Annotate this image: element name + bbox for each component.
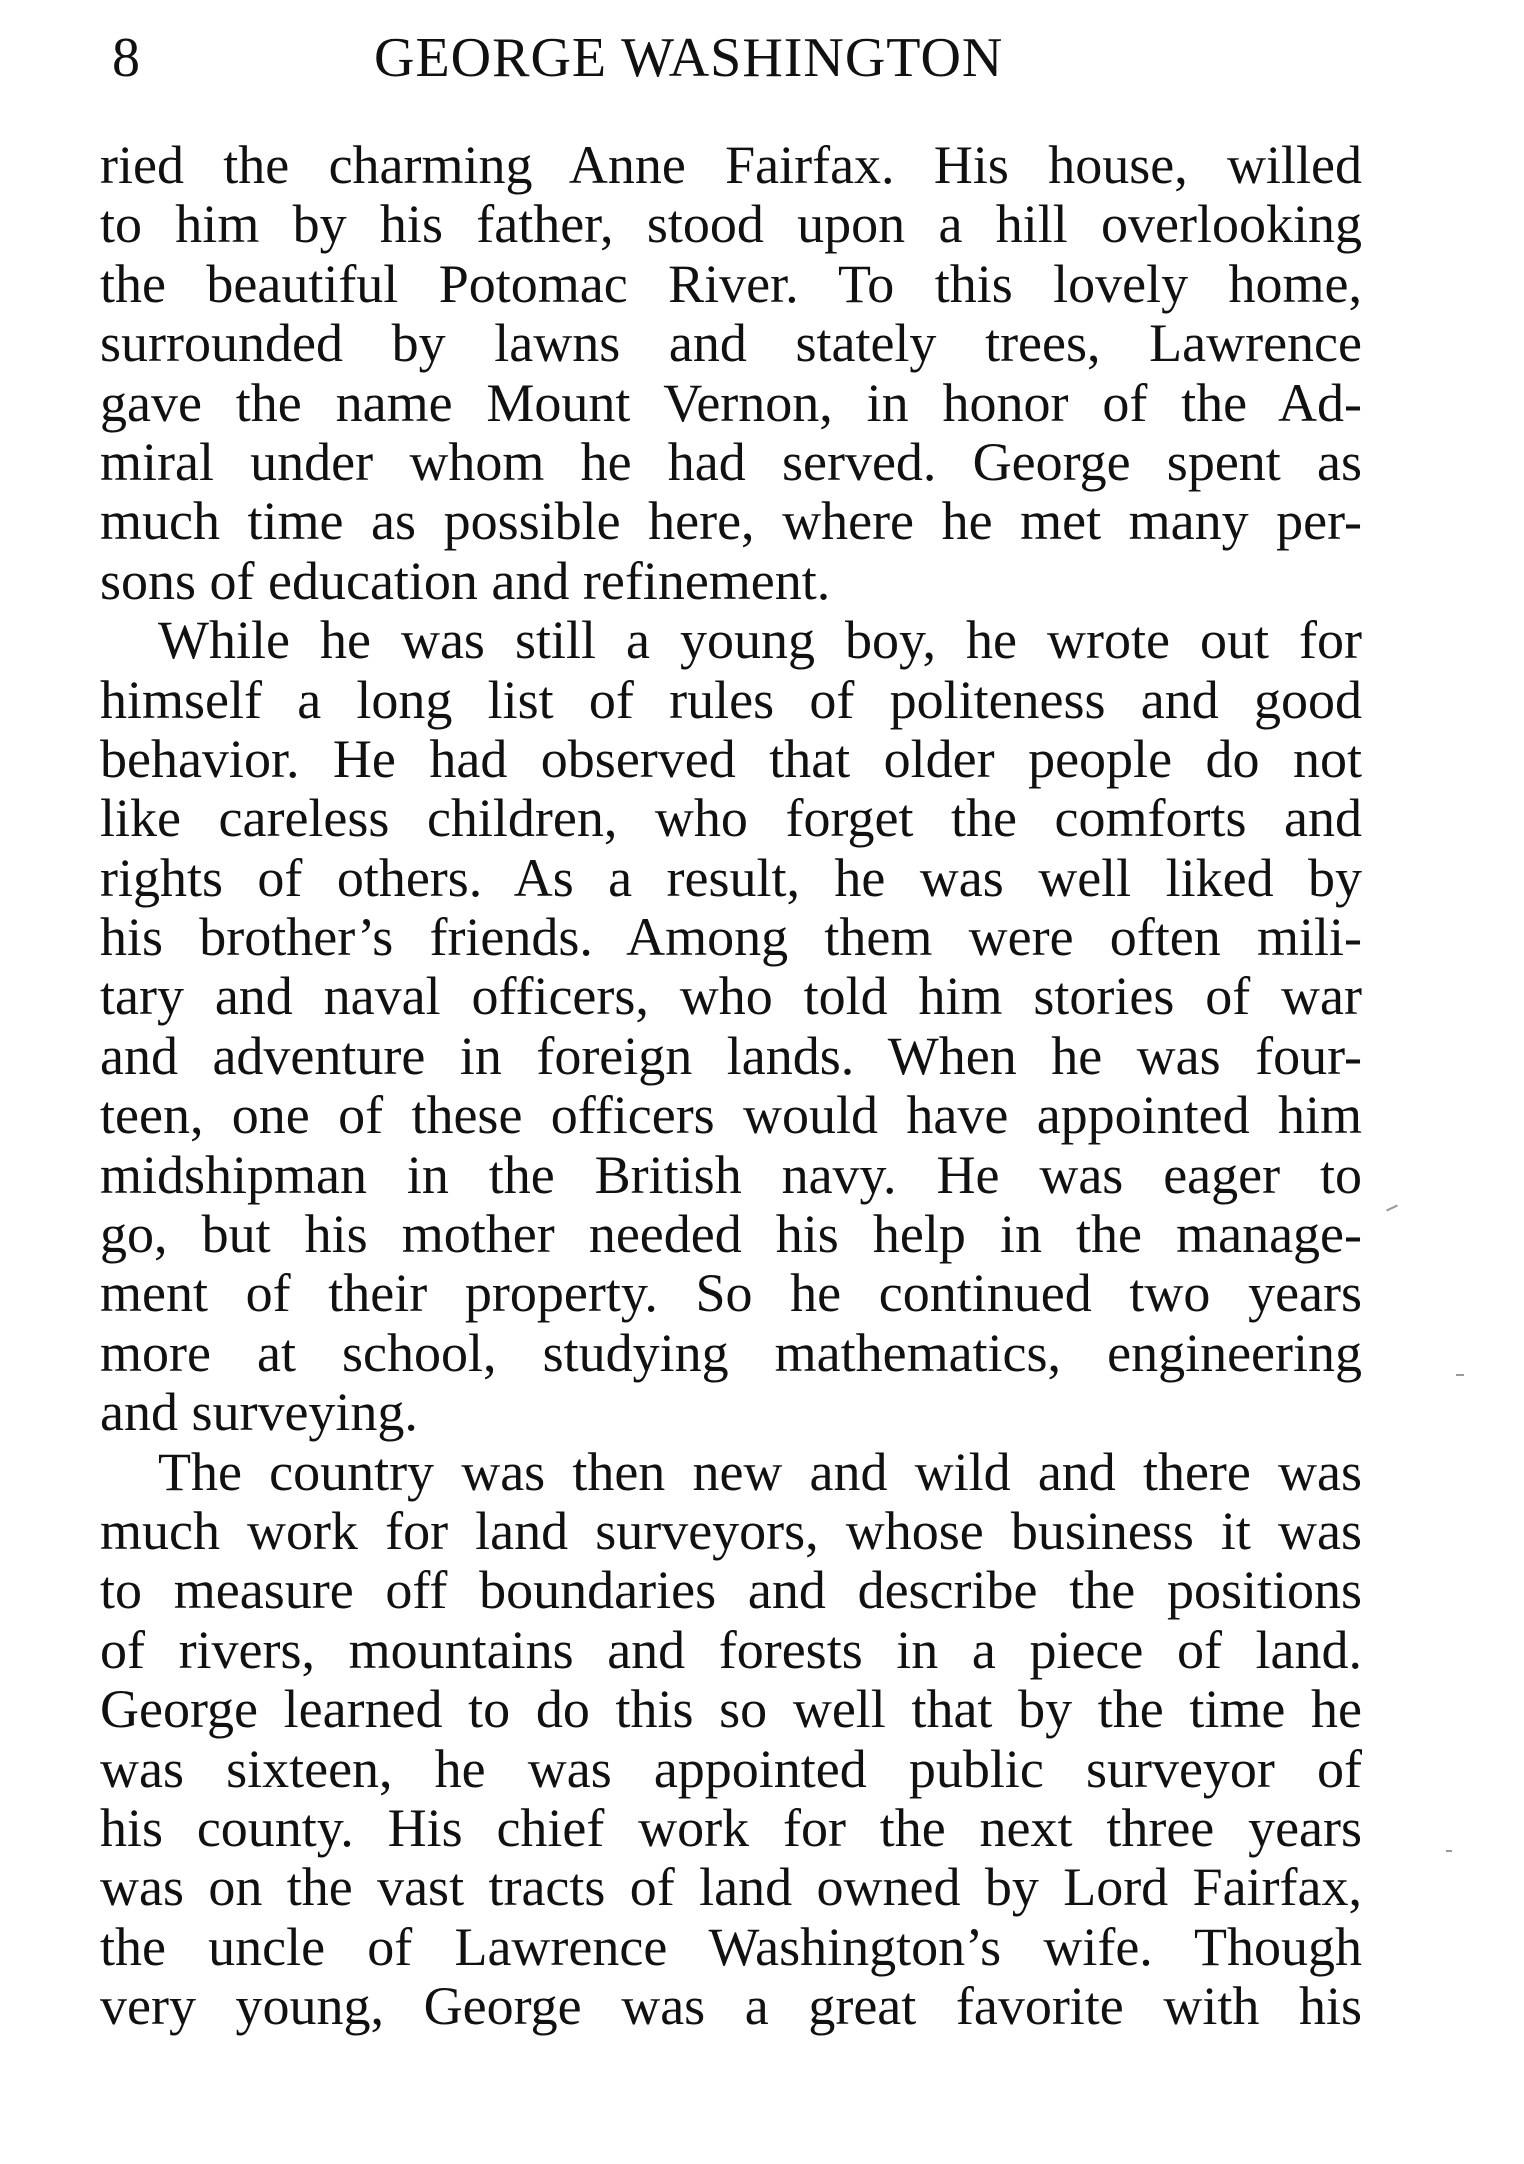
text-line: and surveying.: [100, 1382, 418, 1443]
text-line: the beautiful Potomac River. To this lovely home,: [100, 253, 1362, 314]
text-line: behavior. He had observed that older people do not: [100, 728, 1362, 789]
text-line: more at school, studying mathematics, engineering: [100, 1322, 1362, 1383]
text-line: surrounded by lawns and stately trees, Lawrence: [100, 313, 1362, 374]
scan-speck: [1456, 1374, 1464, 1376]
text-line: sons of education and refinement.: [100, 550, 831, 611]
text-line: was sixteen, he was appointed public surveyor of: [100, 1738, 1362, 1799]
text-line: his brother’s friends. Among them were often mili-: [100, 907, 1362, 968]
text-line: to measure off boundaries and describe the positions: [100, 1560, 1362, 1621]
body-text: [100, 136, 1362, 2037]
text-line: George learned to do this so well that by the time he: [100, 1679, 1362, 1740]
text-line: of rivers, mountains and forests in a piece of land.: [100, 1619, 1362, 1680]
text-line: rights of others. As a result, he was well liked by: [100, 847, 1362, 908]
text-line: ment of their property. So he continued two years: [100, 1263, 1362, 1324]
text-line: his county. His chief work for the next three years: [100, 1797, 1362, 1858]
text-line: tary and naval officers, who told him stories of war: [100, 966, 1362, 1027]
text-line: While he was still a young boy, he wrote out for: [158, 610, 1362, 671]
text-line: much work for land surveyors, whose business it was: [100, 1500, 1362, 1561]
text-line: gave the name Mount Vernon, in honor of the Ad-: [100, 372, 1362, 433]
text-line: much time as possible here, where he met many per-: [100, 491, 1362, 552]
scan-speck: [1446, 1850, 1452, 1852]
text-line: the uncle of Lawrence Washington’s wife. Though: [100, 1916, 1362, 1977]
text-line: was on the vast tracts of land owned by Lord Fairfax,: [100, 1857, 1362, 1918]
text-line: to him by his father, stood upon a hill overlooking: [100, 194, 1362, 255]
text-line: go, but his mother needed his help in the manage-: [100, 1204, 1362, 1265]
text-line: himself a long list of rules of politeness and good: [100, 669, 1362, 730]
page-number: 8: [112, 27, 141, 89]
text-line: ried the charming Anne Fairfax. His house, willed: [100, 135, 1362, 195]
paragraph-3: [100, 1443, 1362, 2037]
text-line: like careless children, who forget the comforts and: [100, 788, 1362, 849]
text-line: midshipman in the British navy. He was eager to: [100, 1144, 1362, 1205]
running-title: GEORGE WASHINGTON: [374, 27, 1004, 89]
text-line: very young, George was a great favorite with his: [100, 1976, 1362, 2037]
paragraph-1: [100, 136, 1362, 611]
paragraph-2: [100, 611, 1362, 1442]
text-line: and adventure in foreign lands. When he was four-: [100, 1025, 1362, 1086]
text-line: teen, one of these officers would have appointed him: [100, 1085, 1362, 1146]
text-line: miral under whom he had served. George spent as: [100, 431, 1362, 492]
scan-speck: [1386, 1205, 1398, 1212]
running-head: [112, 22, 1352, 94]
text-line: The country was then new and wild and there was: [158, 1441, 1362, 1502]
